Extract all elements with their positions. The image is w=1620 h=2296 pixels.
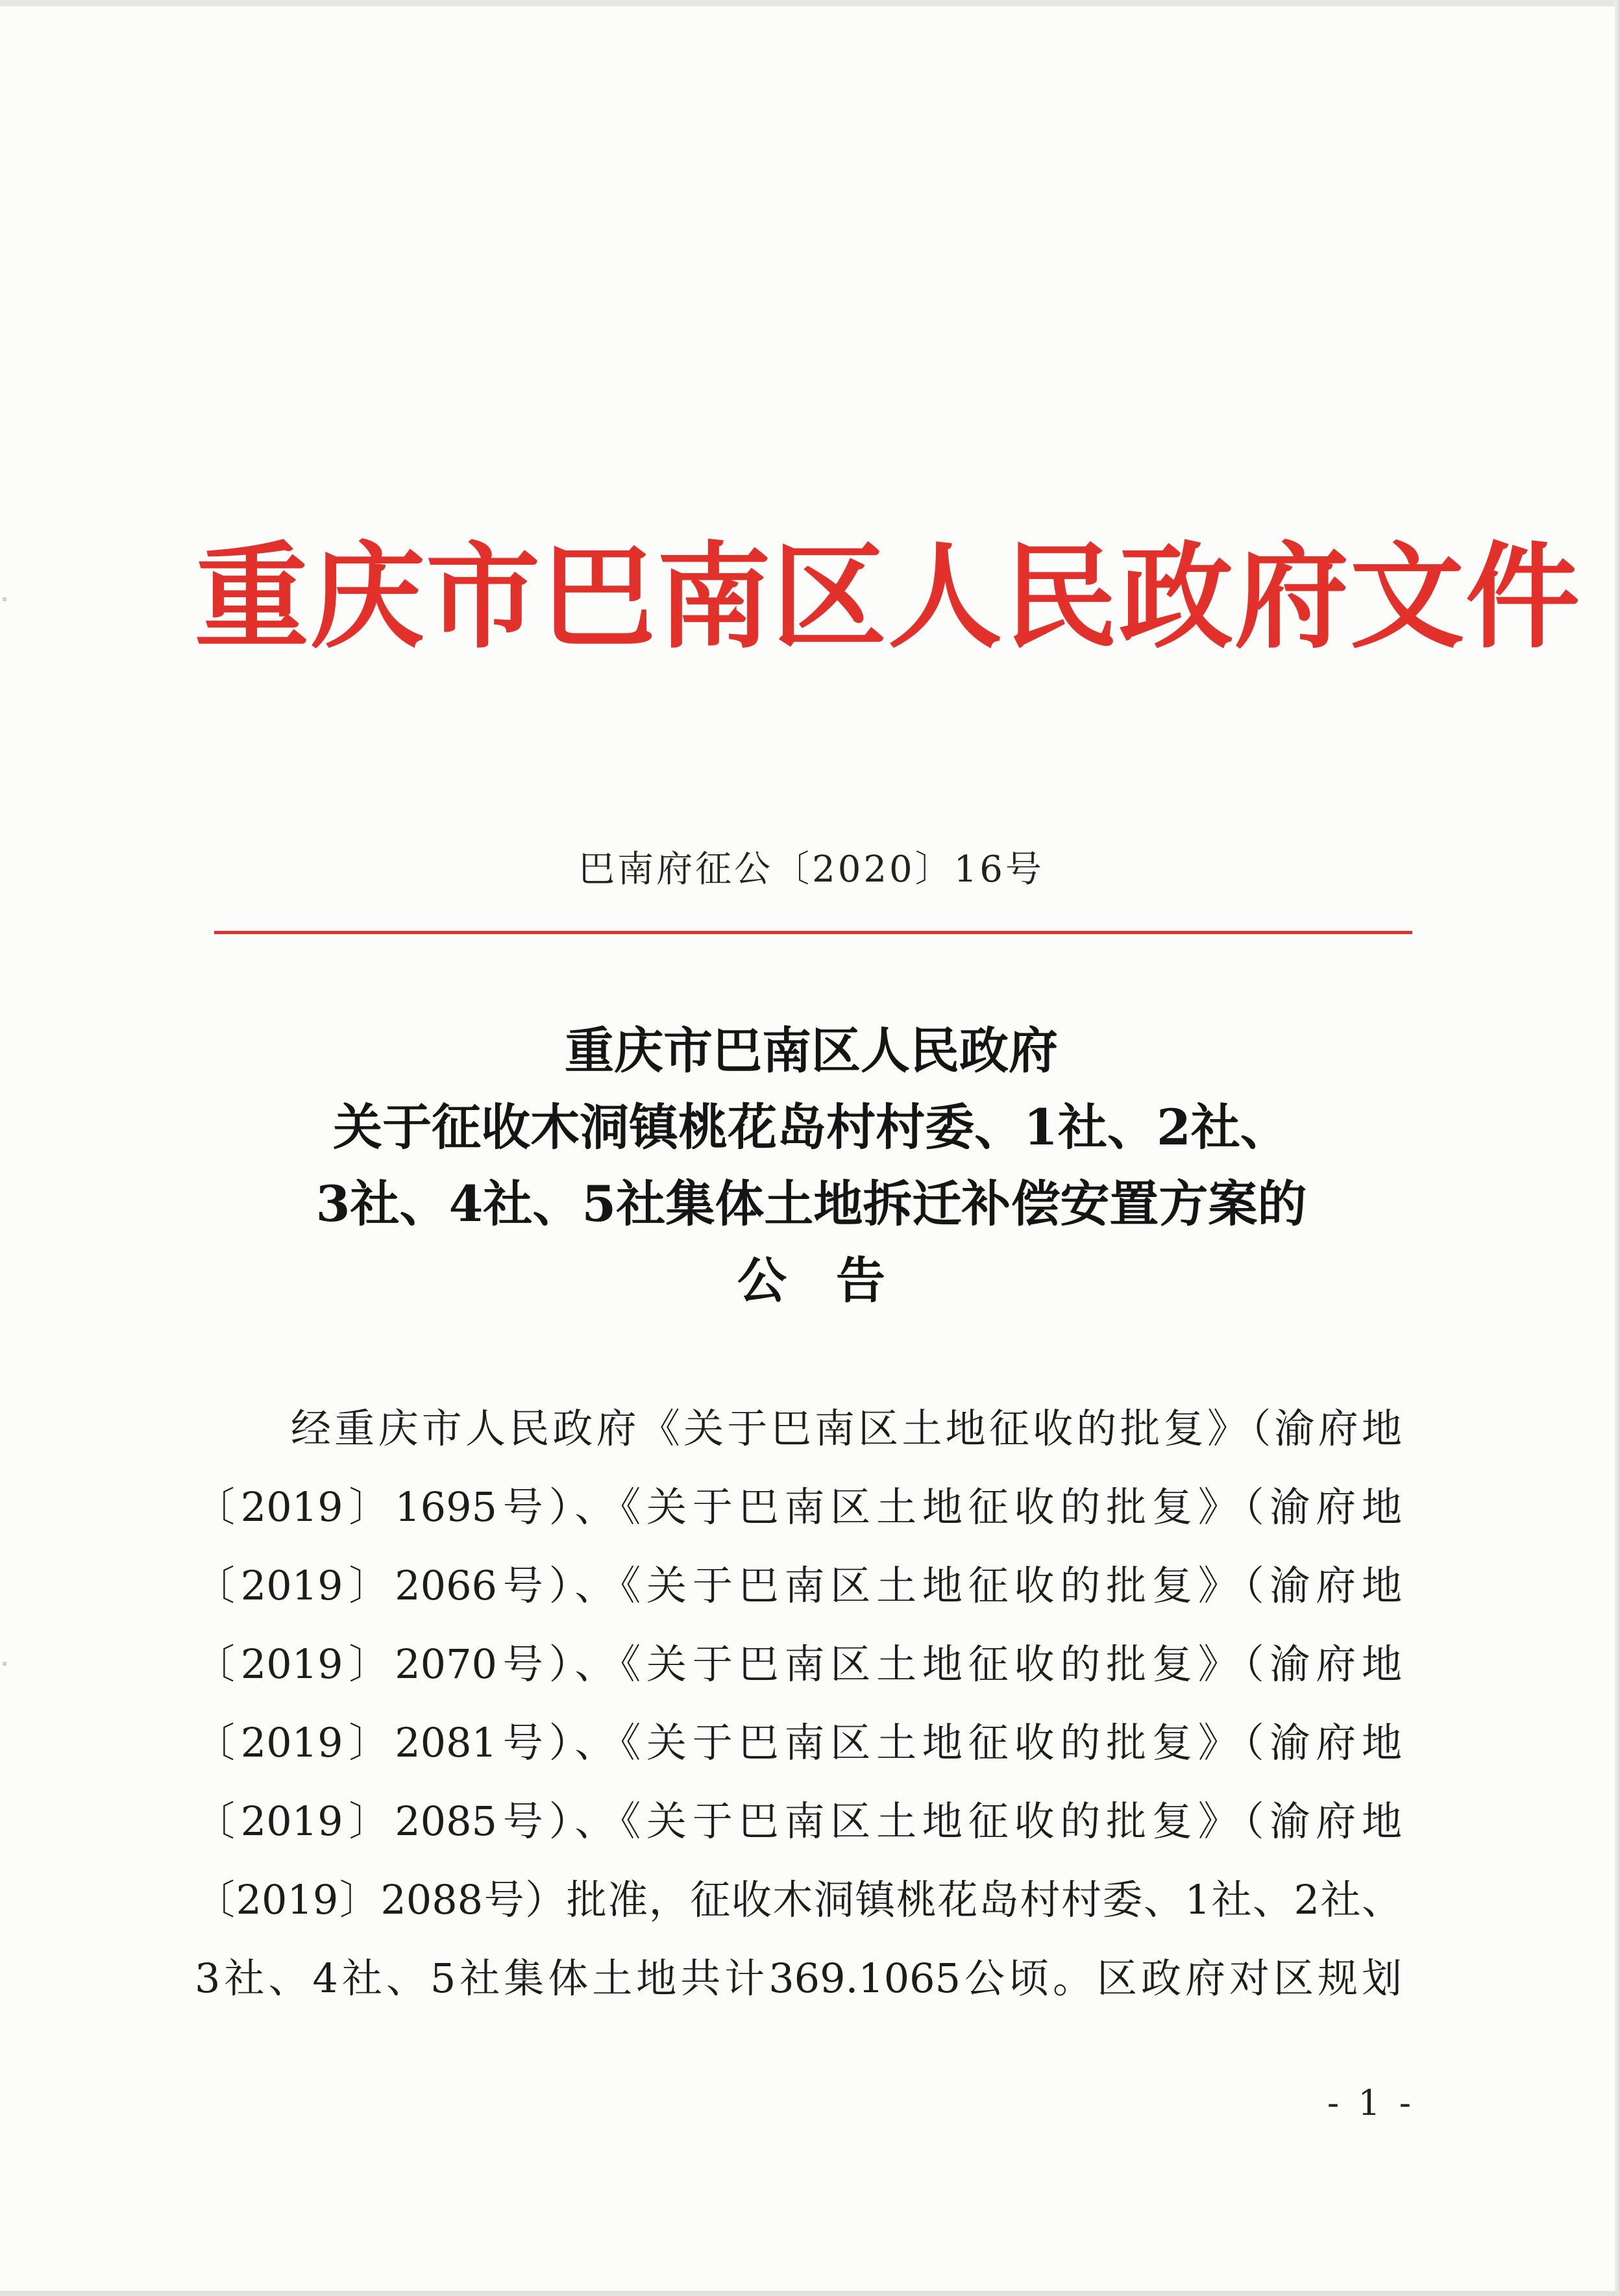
document-header-title: 重庆市巴南区人民政府文件 — [195, 530, 1582, 664]
binding-mark — [3, 597, 6, 601]
scan-edge-right — [1615, 0, 1620, 2296]
notice-title-line: 3社、4社、5社集体土地拆迁补偿安置方案的 — [315, 1175, 1307, 1233]
body-line: 〔2019〕1695号）、《关于巴南区土地征收的批复》（渝府地 — [195, 1483, 1402, 1531]
notice-title-line: 关于征收木洞镇桃花岛村村委、1社、2社、 — [333, 1098, 1290, 1156]
scan-edge-bottom — [0, 2291, 1620, 2296]
body-line: 〔2019〕2081号）、《关于巴南区土地征收的批复》（渝府地 — [195, 1719, 1402, 1766]
body-line: 〔2019〕2070号）、《关于巴南区土地征收的批复》（渝府地 — [195, 1640, 1402, 1688]
notice-title — [169, 1013, 1454, 1319]
red-divider-line — [214, 931, 1412, 934]
body-paragraph — [195, 1389, 1402, 2018]
binding-mark — [3, 1662, 6, 1666]
body-line: 〔2019〕2085号）、《关于巴南区土地征收的批复》（渝府地 — [195, 1797, 1402, 1845]
notice-title-line: 公 告 — [737, 1252, 885, 1309]
body-line: 〔2019〕2066号）、《关于巴南区土地征收的批复》（渝府地 — [195, 1562, 1402, 1609]
scan-edge-top — [0, 0, 1620, 6]
body-line: 经重庆市人民政府《关于巴南区土地征收的批复》（渝府地 — [291, 1405, 1402, 1452]
document-number: 巴南府征公〔2020〕16号 — [578, 848, 1044, 891]
notice-title-line: 重庆市巴南区人民政府 — [565, 1022, 1058, 1080]
page-number: - 1 - — [1327, 2082, 1415, 2123]
body-line: 3社、4社、5社集体土地共计369.1065公顷。区政府对区规划 — [195, 1955, 1402, 2002]
body-line: 〔2019〕2088号）批准，征收木洞镇桃花岛村村委、1社、2社、 — [195, 1876, 1402, 1923]
